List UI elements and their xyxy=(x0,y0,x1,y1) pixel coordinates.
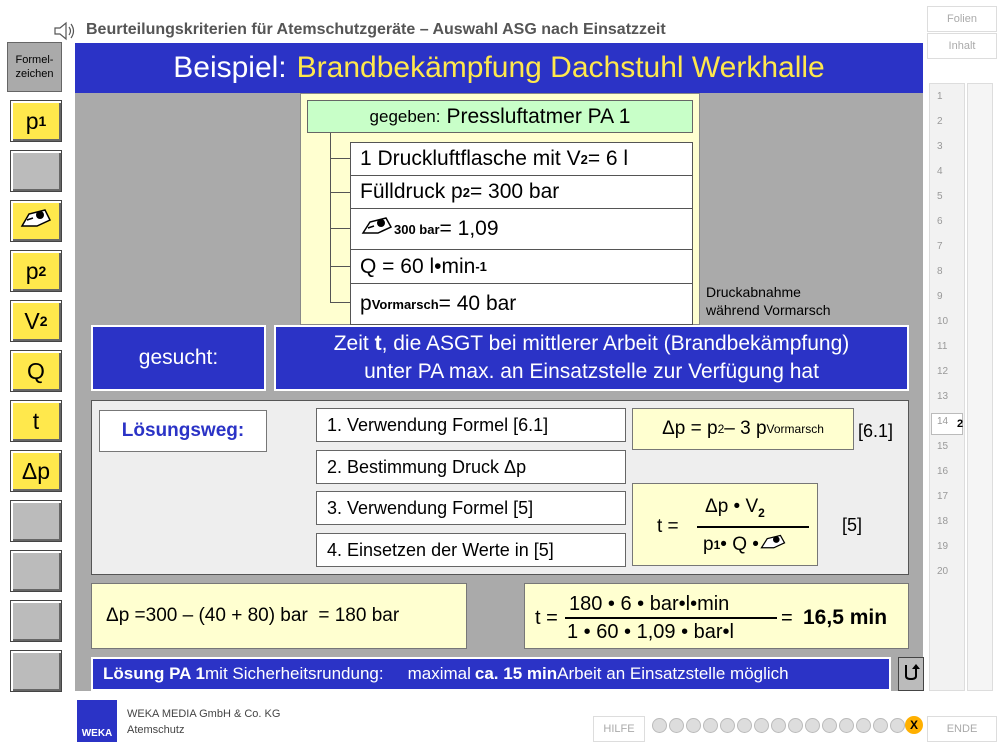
gauge-icon xyxy=(19,206,53,236)
step-3[interactable]: 3. Verwendung Formel [5] xyxy=(316,491,626,525)
formula-button-delta-p[interactable]: Δp xyxy=(10,450,62,492)
slide-number[interactable]: 2 xyxy=(937,116,943,127)
given-fill-pressure: Fülldruck p 2 = 300 bar xyxy=(350,175,693,209)
formula-button-empty[interactable] xyxy=(10,500,62,542)
fraction-line xyxy=(697,526,809,528)
formula-button-t[interactable]: t xyxy=(10,400,62,442)
company-info: WEKA MEDIA GmbH & Co. KG Atemschutz xyxy=(127,708,281,736)
step-4[interactable]: 4. Einsetzen der Werte in [5] xyxy=(316,533,626,567)
slide-number[interactable]: 1 xyxy=(937,91,943,102)
step-1[interactable]: 1. Verwendung Formel [6.1] xyxy=(316,408,626,442)
slide-number[interactable]: 11 xyxy=(937,341,948,352)
gauge-icon xyxy=(759,532,787,558)
slide-number[interactable]: 19 xyxy=(937,541,949,552)
formula-button-gauge[interactable] xyxy=(10,200,62,242)
slide-number[interactable]: 15 xyxy=(937,441,949,452)
banner-prefix: Beispiel: xyxy=(173,51,287,84)
formula-button-empty[interactable] xyxy=(10,600,62,642)
slide-number[interactable]: 10 xyxy=(937,316,949,327)
solution-bar: Lösung PA 1 mit Sicherheitsrundung: maximal ca. 15 min Arbeit an Einsatzstelle möglich xyxy=(91,657,891,691)
formelzeichen-header: Formel- zeichen xyxy=(7,42,62,92)
gesucht-label: gesucht: xyxy=(91,325,266,391)
given-compressibility: 300 bar = 1,09 xyxy=(350,208,693,250)
weka-logo: WEKA xyxy=(77,700,117,742)
formula-5-ref: [5] xyxy=(842,515,863,535)
given-header: gegeben: Pressluftatmer PA 1 xyxy=(307,100,693,133)
slide-title-banner xyxy=(75,43,923,93)
step-2[interactable]: 2. Bestimmung Druck Δp xyxy=(316,450,626,484)
slide-number[interactable]: 9 xyxy=(937,291,943,302)
result-time: t = 180 • 6 • bar•l•min 1 • 60 • 1,09 • bar•l = 16,5 min xyxy=(524,583,909,649)
folien-button[interactable]: Folien xyxy=(927,6,997,32)
slide-list-scrollbar[interactable] xyxy=(967,83,993,691)
formula-button-p2[interactable]: p 2 xyxy=(10,250,62,292)
slide-number[interactable]: 8 xyxy=(937,266,943,277)
formula-button-p1[interactable]: p 1 xyxy=(10,100,62,142)
return-arrow-icon xyxy=(902,662,920,687)
formula-button-empty[interactable] xyxy=(10,150,62,192)
formula-6-1: Δp = p 2 – 3 p Vormarsch xyxy=(632,408,854,450)
given-air-consumption: Q = 60 l•min -1 xyxy=(350,249,693,284)
formula-button-empty[interactable] xyxy=(10,650,62,692)
speaker-icon[interactable] xyxy=(52,19,78,43)
slide-number[interactable]: 16 xyxy=(937,466,949,477)
gesucht-text: Zeit t, die ASGT bei mittlerer Arbeit (Brandbekämpfung) unter PA max. an Einsatzstelle zur Verfügung hat xyxy=(274,325,909,391)
slide-number[interactable]: 4 xyxy=(937,166,943,177)
banner-title: Brandbekämpfung Dachstuhl Werkhalle xyxy=(296,51,825,84)
formula-6-1-ref: [6.1] xyxy=(858,421,894,441)
pressure-drop-note: Druckabnahme während Vormarsch xyxy=(706,284,831,318)
slide-number[interactable]: 3 xyxy=(937,141,943,152)
progress-dots xyxy=(652,718,905,738)
slide-number[interactable]: 12 xyxy=(937,366,949,377)
help-button[interactable]: HILFE xyxy=(593,716,645,742)
current-sub-slide: 2 xyxy=(957,418,964,430)
slide-number[interactable]: 7 xyxy=(937,241,943,252)
formula-button-q[interactable]: Q xyxy=(10,350,62,392)
slide-number[interactable]: 13 xyxy=(937,391,949,402)
inhalt-button[interactable]: Inhalt xyxy=(927,33,997,59)
formula-5-numerator: Δp • $V_2$ xyxy=(705,496,765,520)
solution-path-title: Lösungsweg: xyxy=(99,410,267,452)
slide-number[interactable]: 6 xyxy=(937,216,943,227)
result-denominator: 1 • 60 • 1,09 • bar•l xyxy=(567,621,734,643)
formula-5-denominator: p 1 • Q • xyxy=(703,532,787,558)
slide-number[interactable]: 5 xyxy=(937,191,943,202)
fraction-line xyxy=(565,617,777,619)
given-advance-pressure: p Vormarsch = 40 bar xyxy=(350,283,693,325)
top-title: Beurteilungskriterien für Atemschutzgeräte – Auswahl ASG nach Einsatzzeit xyxy=(86,21,666,38)
result-delta-p: Δp =300 – (40 + 80) bar = 180 bar xyxy=(91,583,467,649)
end-button[interactable]: ENDE xyxy=(927,716,997,742)
slide-number[interactable]: 17 xyxy=(937,491,949,502)
close-button[interactable]: X xyxy=(905,716,923,734)
slide-number[interactable]: 18 xyxy=(937,516,949,527)
formula-button-empty[interactable] xyxy=(10,550,62,592)
slide-number[interactable]: 14 xyxy=(937,416,949,427)
formula-button-v2[interactable]: V 2 xyxy=(10,300,62,342)
formula-5: t = Δp • $V_2$ p 1 • Q • xyxy=(632,483,818,566)
gauge-icon xyxy=(360,215,394,243)
given-cylinder-volume: 1 Druckluftflasche mit V 2 = 6 l xyxy=(350,142,693,176)
result-value: 16,5 min xyxy=(803,606,888,629)
back-arrow-button[interactable] xyxy=(898,657,924,691)
result-numerator: 180 • 6 • bar•l•min xyxy=(569,593,730,615)
slide-number[interactable]: 20 xyxy=(937,566,949,577)
